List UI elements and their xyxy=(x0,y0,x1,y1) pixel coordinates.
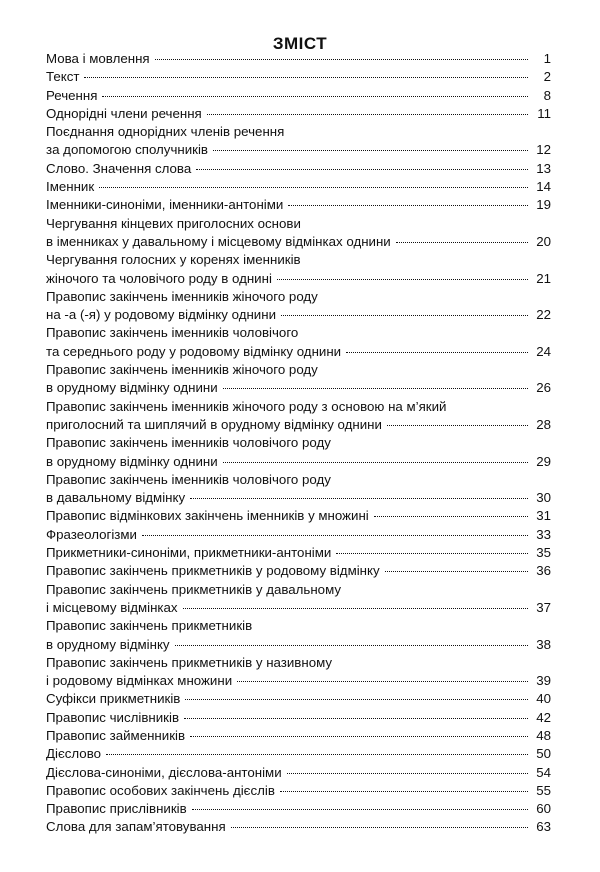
table-of-contents xyxy=(46,50,551,837)
dot-leader xyxy=(223,388,528,389)
dot-leader xyxy=(396,242,528,243)
toc-entry xyxy=(46,87,551,105)
toc-entry xyxy=(46,581,551,618)
toc-entry-line xyxy=(46,727,551,745)
toc-entry-line xyxy=(46,68,551,86)
toc-entry-title: Правопис закінчень прикметників у родовому відмінку xyxy=(46,563,380,579)
page-number: 1 xyxy=(543,51,551,66)
dot-leader xyxy=(237,681,528,682)
page-number: 28 xyxy=(536,416,551,432)
toc-entry-title: Правопис закінчень прикметників xyxy=(46,618,253,634)
toc-entry-line xyxy=(46,636,551,654)
dot-leader xyxy=(192,809,528,810)
toc-entry-line xyxy=(46,141,551,159)
toc-entry-title: в орудному відмінку xyxy=(46,636,170,652)
toc-entry-title: Слова для запам’ятовування xyxy=(46,819,226,835)
toc-entry-title: в орудному відмінку однини xyxy=(46,453,218,469)
toc-entry-line xyxy=(46,709,551,727)
toc-entry xyxy=(46,471,551,508)
page-number: 13 xyxy=(536,160,551,176)
dot-leader xyxy=(346,352,528,353)
dot-leader xyxy=(102,96,528,97)
page-number: 63 xyxy=(536,819,551,835)
toc-entry-line xyxy=(46,526,551,544)
toc-entry-line xyxy=(46,160,551,178)
page-number: 36 xyxy=(536,563,551,579)
toc-entry-line xyxy=(46,745,551,763)
toc-entry-title: в іменниках у давальному і місцевому відмінках однини xyxy=(46,233,391,249)
toc-entry xyxy=(46,178,551,196)
toc-entry-title: та середнього роду у родовому відмінку однини xyxy=(46,343,342,359)
page-number: 29 xyxy=(536,453,551,469)
toc-entry-title: Правопис закінчень іменників чоловічого роду xyxy=(46,471,331,487)
dot-leader xyxy=(190,498,528,499)
toc-entry-title: Правопис закінчень іменників чоловічого роду xyxy=(46,435,331,451)
toc-entry-title: Текст xyxy=(46,69,80,85)
dot-leader xyxy=(196,169,528,170)
toc-entry-line xyxy=(46,818,551,836)
toc-entry-line xyxy=(46,379,551,397)
dot-leader xyxy=(155,59,528,60)
dot-leader xyxy=(175,645,528,646)
page-number: 19 xyxy=(536,197,551,213)
toc-entry-line xyxy=(46,782,551,800)
toc-entry xyxy=(46,105,551,123)
toc-entry-title: на -а (-я) у родовому відмінку однини xyxy=(46,307,276,323)
toc-entry-title: Речення xyxy=(46,87,98,103)
toc-entry xyxy=(46,251,551,288)
toc-entry xyxy=(46,709,551,727)
dot-leader xyxy=(280,791,528,792)
dot-leader xyxy=(374,516,528,517)
dot-leader xyxy=(223,462,528,463)
toc-entry-title: і родовому відмінках множини xyxy=(46,673,233,689)
page-number: 31 xyxy=(536,508,551,524)
dot-leader xyxy=(207,114,528,115)
toc-entry xyxy=(46,160,551,178)
toc-entry-title: Правопис прислівників xyxy=(46,801,187,817)
dot-leader xyxy=(387,425,528,426)
page-number: 55 xyxy=(536,782,551,798)
dot-leader xyxy=(281,315,528,316)
page-number: 8 xyxy=(543,87,551,103)
toc-entry xyxy=(46,361,551,398)
toc-entry xyxy=(46,562,551,580)
toc-entry-title: Правопис закінчень іменників чоловічого xyxy=(46,325,299,341)
toc-entry-title: Правопис відмінкових закінчень іменників у множині xyxy=(46,508,369,524)
toc-entry xyxy=(46,434,551,471)
toc-entry xyxy=(46,818,551,836)
page-number: 21 xyxy=(536,270,551,286)
page-number: 33 xyxy=(536,526,551,542)
page-number: 50 xyxy=(536,746,551,762)
toc-entry-title: Правопис числівників xyxy=(46,709,180,725)
toc-entry xyxy=(46,764,551,782)
toc-entry-line xyxy=(46,800,551,818)
toc-entry-line xyxy=(46,690,551,708)
toc-entry-title: в давальному відмінку xyxy=(46,490,186,506)
toc-entry-title: Правопис закінчень іменників жіночого роду xyxy=(46,288,318,304)
toc-entry xyxy=(46,800,551,818)
toc-entry-title: Поєднання однорідних членів речення xyxy=(46,124,285,140)
toc-entry-line xyxy=(46,489,551,507)
toc-entry xyxy=(46,617,551,654)
toc-entry-line xyxy=(46,599,551,617)
toc-entry xyxy=(46,288,551,325)
toc-entry-title: Мова і мовлення xyxy=(46,51,150,66)
toc-entry xyxy=(46,690,551,708)
toc-entry-title: Суфікси прикметників xyxy=(46,691,181,707)
dot-leader xyxy=(336,553,528,554)
page-number: 26 xyxy=(536,380,551,396)
toc-entry xyxy=(46,526,551,544)
toc-entry-title: Чергування голосних у коренях іменників xyxy=(46,252,301,268)
toc-entry-line xyxy=(46,507,551,525)
toc-entry-title: Правопис займенників xyxy=(46,727,186,743)
toc-entry-title: Однорідні члени речення xyxy=(46,105,202,121)
page-number: 20 xyxy=(536,233,551,249)
toc-entry xyxy=(46,654,551,691)
toc-entry-title: Правопис закінчень прикметників у давальному xyxy=(46,581,342,597)
page-number: 14 xyxy=(536,179,551,195)
toc-entry-line xyxy=(46,453,551,471)
dot-leader xyxy=(183,608,528,609)
toc-entry xyxy=(46,123,551,160)
toc-entry-line xyxy=(46,416,551,434)
toc-entry-title: Іменники-синоніми, іменники-антоніми xyxy=(46,197,284,213)
page-number: 38 xyxy=(536,636,551,652)
dot-leader xyxy=(99,187,528,188)
toc-entry-title: Іменник xyxy=(46,179,95,195)
page-number: 48 xyxy=(536,727,551,743)
page-number: 12 xyxy=(536,142,551,158)
toc-entry-title: і місцевому відмінках xyxy=(46,599,178,615)
toc-entry-title: Фразеологізми xyxy=(46,526,137,542)
page-number: 54 xyxy=(536,764,551,780)
toc-entry-title: приголосний та шиплячий в орудному відмінку однини xyxy=(46,416,382,432)
page-number: 11 xyxy=(537,105,551,121)
toc-entry-title: Прикметники-синоніми, прикметники-антоніми xyxy=(46,545,332,561)
toc-entry xyxy=(46,782,551,800)
toc-entry xyxy=(46,50,551,68)
toc-entry-line xyxy=(46,50,551,68)
toc-entry-line xyxy=(46,562,551,580)
page-number: 24 xyxy=(536,343,551,359)
page-number: 40 xyxy=(536,691,551,707)
page-number: 30 xyxy=(536,490,551,506)
page-number: 22 xyxy=(536,307,551,323)
toc-entry-line xyxy=(46,544,551,562)
toc-entry-line xyxy=(46,233,551,251)
toc-entry-title: Правопис особових закінчень дієслів xyxy=(46,782,275,798)
page-number: 39 xyxy=(536,673,551,689)
toc-entry-line xyxy=(46,178,551,196)
toc-entry xyxy=(46,507,551,525)
toc-entry-title: Чергування кінцевих приголосних основи xyxy=(46,215,301,231)
toc-entry-line xyxy=(46,196,551,214)
dot-leader xyxy=(385,571,528,572)
toc-entry-title: Правопис закінчень іменників жіночого роду xyxy=(46,362,318,378)
toc-entry-line xyxy=(46,306,551,324)
toc-entry xyxy=(46,745,551,763)
page-number: 60 xyxy=(536,801,551,817)
toc-entry-title: Правопис закінчень прикметників у називному xyxy=(46,654,333,670)
page-number: 42 xyxy=(536,709,551,725)
toc-entry-line xyxy=(46,105,551,123)
toc-entry xyxy=(46,196,551,214)
dot-leader xyxy=(231,827,528,828)
dot-leader xyxy=(185,699,528,700)
page-number: 37 xyxy=(536,599,551,615)
toc-entry-title: Слово. Значення слова xyxy=(46,160,192,176)
toc-entry-line xyxy=(46,270,551,288)
page-number: 2 xyxy=(543,69,551,85)
toc-entry-title: жіночого та чоловічого роду в однині xyxy=(46,270,272,286)
dot-leader xyxy=(190,736,528,737)
dot-leader xyxy=(142,535,528,536)
toc-entry-title: за допомогою сполучників xyxy=(46,142,208,158)
toc-entry xyxy=(46,727,551,745)
toc-entry-line xyxy=(46,764,551,782)
toc-entry-title: в орудному відмінку однини xyxy=(46,380,218,396)
toc-entry-line xyxy=(46,343,551,361)
toc-entry xyxy=(46,324,551,361)
page-number: 35 xyxy=(536,545,551,561)
dot-leader xyxy=(287,773,528,774)
toc-entry-title: Правопис закінчень іменників жіночого роду з основою на м’який xyxy=(46,398,447,414)
toc-entry xyxy=(46,544,551,562)
dot-leader xyxy=(184,718,528,719)
toc-entry xyxy=(46,215,551,252)
dot-leader xyxy=(213,150,528,151)
dot-leader xyxy=(106,754,528,755)
toc-entry-title: Дієслова-синоніми, дієслова-антоніми xyxy=(46,764,282,780)
dot-leader xyxy=(84,77,528,78)
dot-leader xyxy=(277,279,528,280)
page-title: ЗМІСТ xyxy=(272,34,328,53)
toc-entry xyxy=(46,68,551,86)
dot-leader xyxy=(288,205,528,206)
toc-entry-line xyxy=(46,672,551,690)
toc-entry-title: Дієслово xyxy=(46,746,102,762)
toc-entry xyxy=(46,398,551,435)
toc-entry-line xyxy=(46,87,551,105)
